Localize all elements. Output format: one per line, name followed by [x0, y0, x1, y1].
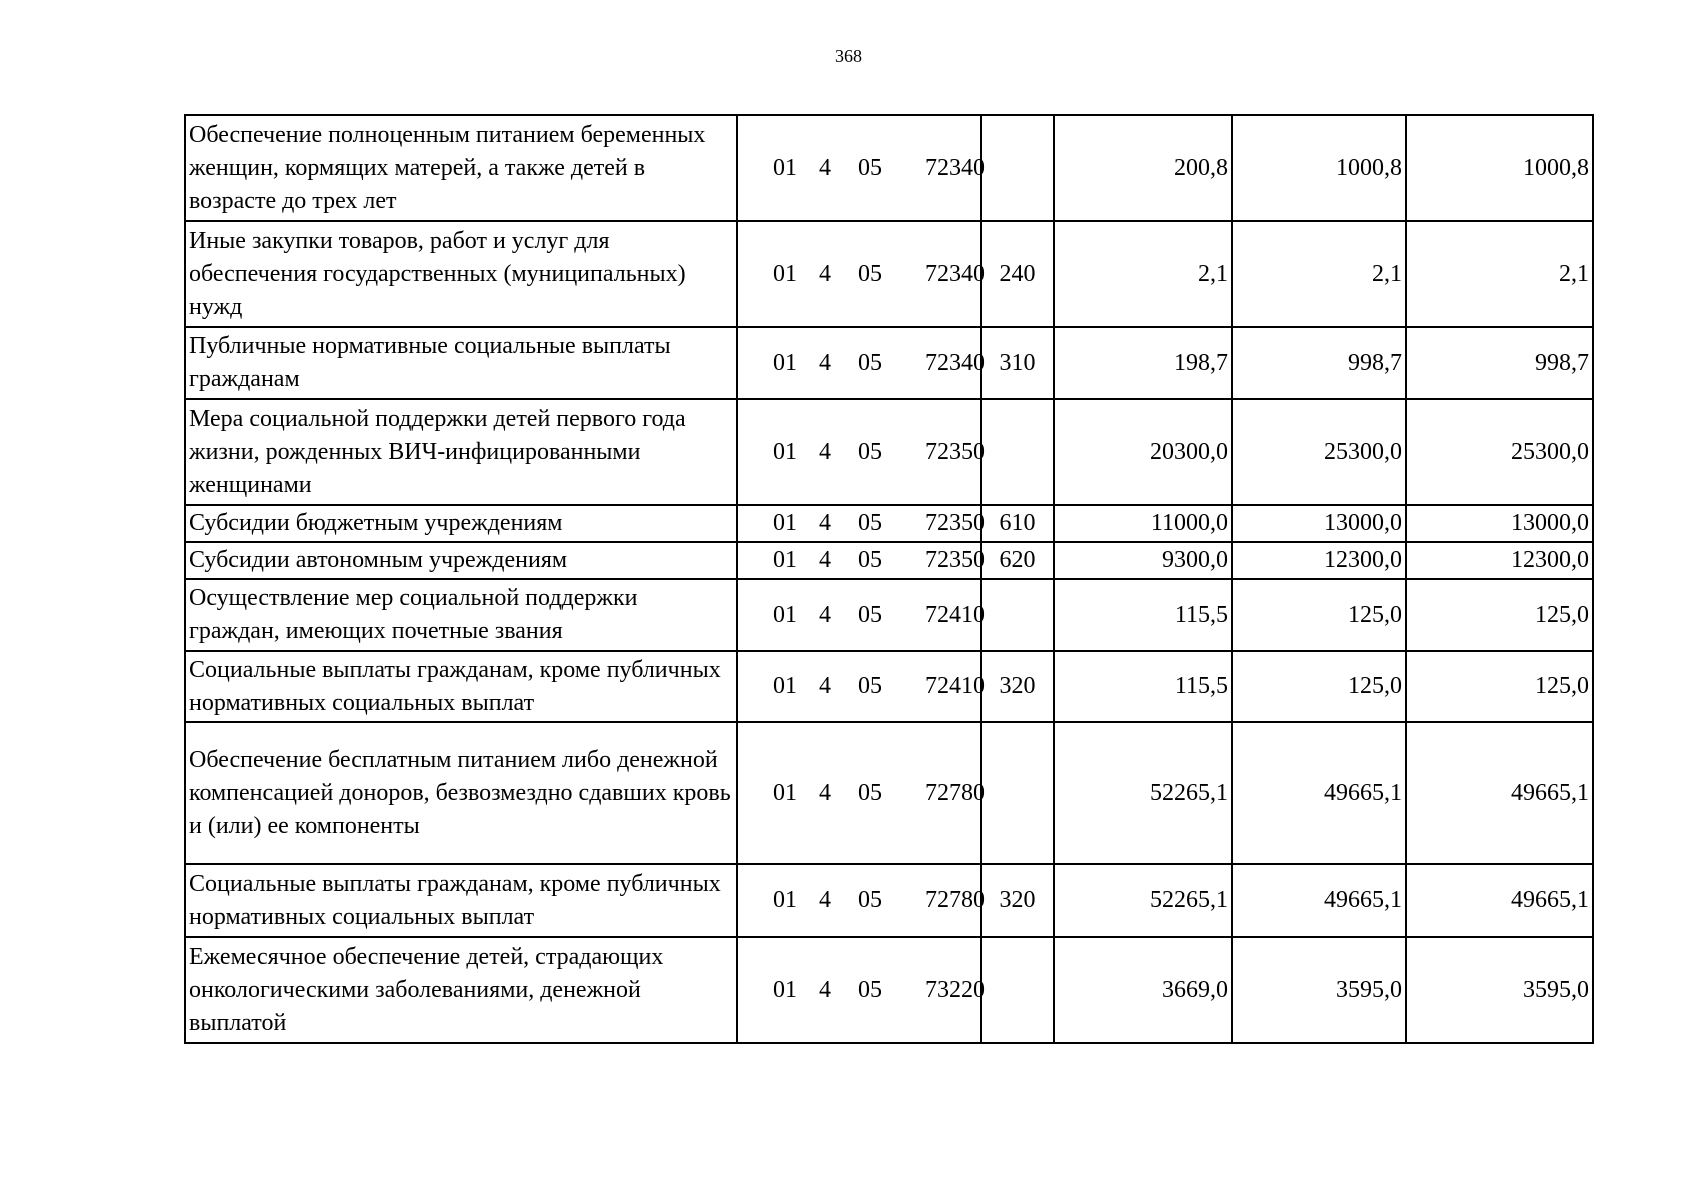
row-code: [737, 722, 985, 864]
code-part: 05: [858, 260, 882, 287]
row-code: [737, 864, 985, 937]
table-row: [185, 221, 1593, 327]
code-part: 4: [819, 976, 831, 1003]
table-row: [185, 542, 1593, 579]
row-expense-type: 320: [981, 651, 1054, 722]
row-expense-type: 610: [981, 505, 1054, 542]
code-part: 72340: [925, 349, 985, 376]
row-name: Обеспечение бесплатным питанием либо денежной компенсацией доноров, безвозмездно сдавших кровь и (или) ее компоненты: [185, 722, 737, 864]
code-part: 4: [819, 547, 831, 573]
row-name: Субсидии бюджетным учреждениям: [185, 505, 737, 542]
row-expense-type: 240: [981, 221, 1054, 327]
budget-table: [184, 114, 1594, 1044]
row-name: Мера социальной поддержки детей первого года жизни, рожденных ВИЧ-инфицированными женщинами: [185, 399, 737, 505]
row-name: Осуществление мер социальной поддержки граждан, имеющих почетные звания: [185, 579, 737, 651]
row-value-2: 998,7: [1232, 327, 1406, 399]
row-expense-type: 320: [981, 864, 1054, 937]
table-row: [185, 579, 1593, 651]
row-code: [737, 221, 985, 327]
row-value-1: 115,5: [1054, 651, 1232, 722]
row-value-1: 52265,1: [1054, 864, 1232, 937]
code-part: 01: [773, 673, 797, 699]
row-code: [737, 651, 985, 722]
code-part: 4: [819, 601, 831, 628]
row-expense-type: [981, 399, 1054, 505]
row-code: [737, 579, 985, 651]
row-value-2: 49665,1: [1232, 722, 1406, 864]
code-part: 05: [858, 887, 882, 913]
row-value-1: 20300,0: [1054, 399, 1232, 505]
code-part: 01: [773, 510, 797, 536]
row-value-2: 1000,8: [1232, 115, 1406, 221]
code-part: 01: [773, 887, 797, 913]
code-part: 01: [773, 779, 797, 806]
code-part: 01: [773, 438, 797, 465]
code-part: 01: [773, 547, 797, 573]
row-code: [737, 937, 985, 1043]
code-part: 72780: [925, 887, 985, 913]
table-row: [185, 327, 1593, 399]
code-part: 73220: [925, 976, 985, 1003]
table-row: [185, 864, 1593, 937]
code-part: 4: [819, 779, 831, 806]
code-part: 01: [773, 154, 797, 181]
row-value-3: 49665,1: [1406, 722, 1593, 864]
table-row: [185, 722, 1593, 864]
row-value-1: 3669,0: [1054, 937, 1232, 1043]
code-part: 72780: [925, 779, 985, 806]
row-name: Социальные выплаты гражданам, кроме публичных нормативных социальных выплат: [185, 651, 737, 722]
row-value-1: 9300,0: [1054, 542, 1232, 579]
row-value-2: 3595,0: [1232, 937, 1406, 1043]
row-code: [737, 505, 985, 542]
row-value-2: 12300,0: [1232, 542, 1406, 579]
table-row: [185, 505, 1593, 542]
row-value-1: 115,5: [1054, 579, 1232, 651]
code-part: 4: [819, 349, 831, 376]
page-number: 368: [835, 46, 862, 66]
row-value-2: 125,0: [1232, 651, 1406, 722]
code-part: 4: [819, 154, 831, 181]
row-name: Публичные нормативные социальные выплаты гражданам: [185, 327, 737, 399]
row-name: Ежемесячное обеспечение детей, страдающих онкологическими заболеваниями, денежной выплатой: [185, 937, 737, 1043]
row-code: [737, 115, 985, 221]
row-value-2: 25300,0: [1232, 399, 1406, 505]
code-part: 05: [858, 349, 882, 376]
row-value-1: 11000,0: [1054, 505, 1232, 542]
table-row: [185, 651, 1593, 722]
code-part: 72410: [925, 601, 985, 628]
code-part: 05: [858, 673, 882, 699]
code-part: 01: [773, 601, 797, 628]
code-part: 05: [858, 601, 882, 628]
row-code: [737, 542, 985, 579]
row-value-3: 13000,0: [1406, 505, 1593, 542]
row-value-1: 2,1: [1054, 221, 1232, 327]
code-part: 72350: [925, 438, 985, 465]
code-part: 05: [858, 547, 882, 573]
code-part: 72410: [925, 673, 985, 699]
code-part: 4: [819, 510, 831, 536]
row-value-3: 49665,1: [1406, 864, 1593, 937]
code-part: 72350: [925, 547, 985, 573]
table-row: [185, 115, 1593, 221]
row-value-3: 998,7: [1406, 327, 1593, 399]
code-part: 05: [858, 779, 882, 806]
row-expense-type: 310: [981, 327, 1054, 399]
code-part: 05: [858, 154, 882, 181]
row-value-3: 25300,0: [1406, 399, 1593, 505]
code-part: 01: [773, 349, 797, 376]
code-part: 05: [858, 438, 882, 465]
row-name: Субсидии автономным учреждениям: [185, 542, 737, 579]
row-value-2: 2,1: [1232, 221, 1406, 327]
row-name: Иные закупки товаров, работ и услуг для обеспечения государственных (муниципальных) нужд: [185, 221, 737, 327]
row-value-3: 3595,0: [1406, 937, 1593, 1043]
row-expense-type: [981, 937, 1054, 1043]
code-part: 72340: [925, 154, 985, 181]
row-name: Социальные выплаты гражданам, кроме публичных нормативных социальных выплат: [185, 864, 737, 937]
row-value-3: 2,1: [1406, 221, 1593, 327]
row-value-1: 198,7: [1054, 327, 1232, 399]
row-expense-type: [981, 579, 1054, 651]
table-row: [185, 937, 1593, 1043]
row-value-1: 200,8: [1054, 115, 1232, 221]
code-part: 4: [819, 260, 831, 287]
code-part: 05: [858, 510, 882, 536]
table-row: [185, 399, 1593, 505]
row-expense-type: 620: [981, 542, 1054, 579]
code-part: 72350: [925, 510, 985, 536]
row-code: [737, 327, 985, 399]
code-part: 05: [858, 976, 882, 1003]
code-part: 4: [819, 887, 831, 913]
row-name: Обеспечение полноценным питанием беременных женщин, кормящих матерей, а также детей в возрасте до трех лет: [185, 115, 737, 221]
row-value-2: 49665,1: [1232, 864, 1406, 937]
row-value-3: 1000,8: [1406, 115, 1593, 221]
row-value-2: 125,0: [1232, 579, 1406, 651]
row-value-2: 13000,0: [1232, 505, 1406, 542]
code-part: 72340: [925, 260, 985, 287]
row-value-3: 12300,0: [1406, 542, 1593, 579]
code-part: 01: [773, 976, 797, 1003]
row-expense-type: [981, 722, 1054, 864]
row-value-3: 125,0: [1406, 651, 1593, 722]
code-part: 01: [773, 260, 797, 287]
code-part: 4: [819, 438, 831, 465]
row-expense-type: [981, 115, 1054, 221]
code-part: 4: [819, 673, 831, 699]
row-value-1: 52265,1: [1054, 722, 1232, 864]
row-value-3: 125,0: [1406, 579, 1593, 651]
row-code: [737, 399, 985, 505]
